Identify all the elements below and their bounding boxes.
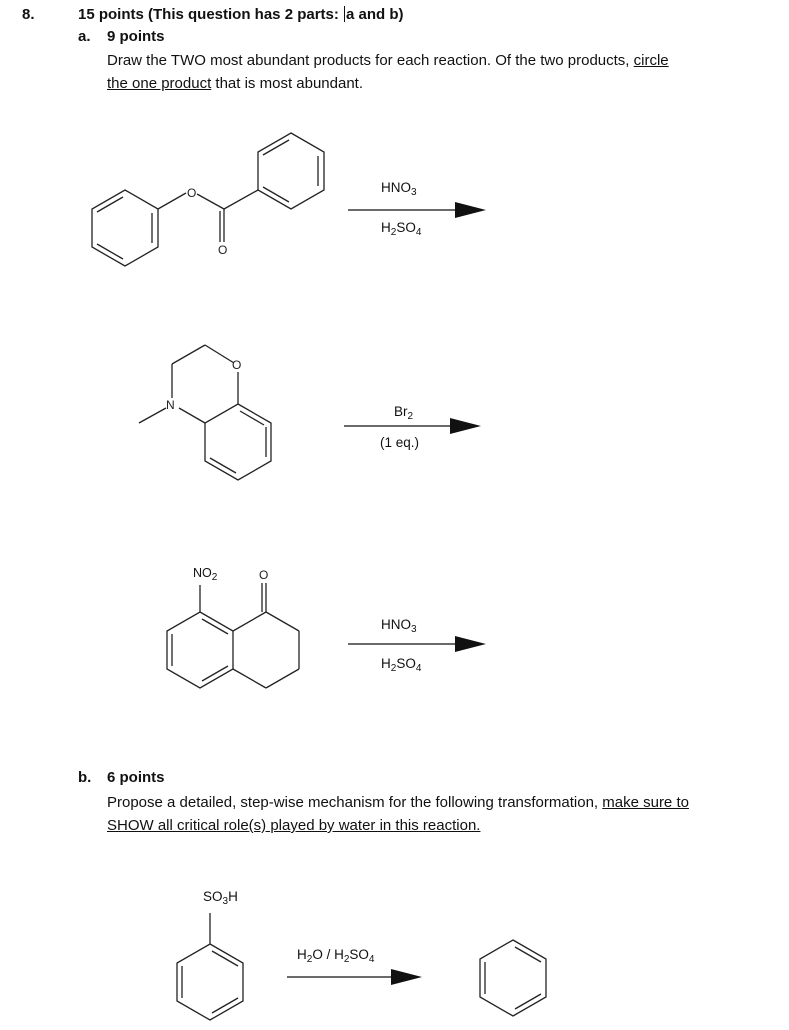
question-number: 8. — [22, 6, 35, 23]
part-a-instruction-tail: that is most abundant. — [211, 75, 364, 92]
part-a-circle-word: circle — [633, 52, 669, 69]
part-b-make-sure: make sure to — [602, 794, 689, 811]
atom-O-carbonyl: O — [218, 243, 228, 257]
nitro-group-label — [193, 566, 218, 583]
reaction3-reagent-below: $H_2SO_4$ — [381, 656, 422, 674]
reaction3-reagent-above: $HNO_3$ — [381, 617, 417, 635]
molecule-nitro-tetralone — [167, 583, 299, 688]
part-a-points: 9 points — [107, 28, 165, 45]
ring-benzoyl — [258, 133, 324, 209]
arrow-heads — [391, 202, 486, 985]
ring-aromatic — [167, 612, 233, 688]
arrow-head-4 — [391, 969, 422, 985]
ring-phenoxy — [92, 190, 158, 266]
nitro-group-sub: 2 — [211, 572, 218, 583]
part-b-instruction — [107, 791, 777, 837]
molecule-benzene-product — [480, 940, 546, 1016]
ring-benzo — [205, 404, 271, 480]
ring-benzene — [480, 940, 546, 1016]
part-b-show-water: SHOW all critical role(s) played by water in this reaction. — [107, 817, 481, 834]
ring-sulfonic — [177, 944, 243, 1020]
atom-O-ester: O — [187, 186, 197, 200]
part-a-label: a. — [78, 28, 91, 45]
sulfonic-acid-label: $SO_3H$ — [203, 889, 238, 907]
atom-O-ring: O — [232, 358, 242, 372]
molecule-benzenesulfonic-acid — [177, 913, 243, 1020]
part-a-one-product: the one product — [107, 75, 212, 92]
reaction2-reagent-below: (1 eq.) — [380, 435, 420, 450]
part-b-label: b. — [78, 769, 92, 786]
part-b-reagent: $H_2O / H_2SO_4$ — [297, 947, 375, 965]
atom-O-ketone: O — [259, 568, 269, 582]
molecule-phenyl-benzoate — [92, 133, 324, 266]
part-a-instruction-text: Draw the TWO most abundant products for each reaction. Of the two products, — [107, 52, 634, 69]
part-b-instruction-text: Propose a detailed, step-wise mechanism for the following transformation, — [107, 794, 603, 811]
reaction1-reagent-above: $HNO_3$ — [381, 180, 417, 198]
reaction-arrows — [287, 210, 460, 977]
molecule-benzoxazine — [139, 345, 271, 480]
reaction2-reagent-above: $Br_2$ — [394, 404, 414, 422]
atom-N-ring: N — [166, 398, 175, 412]
reaction1-reagent-below: $H_2SO_4$ — [381, 220, 422, 238]
arrow-head-3 — [455, 636, 486, 652]
question-header-text: 15 points (This question has 2 parts: — [78, 6, 344, 23]
arrow-head-2 — [450, 418, 481, 434]
arrow-head-1 — [455, 202, 486, 218]
part-b-points: 6 points — [107, 769, 165, 786]
question-header-parts: a and b) — [346, 6, 404, 23]
nitro-group-text: NO — [193, 566, 212, 580]
